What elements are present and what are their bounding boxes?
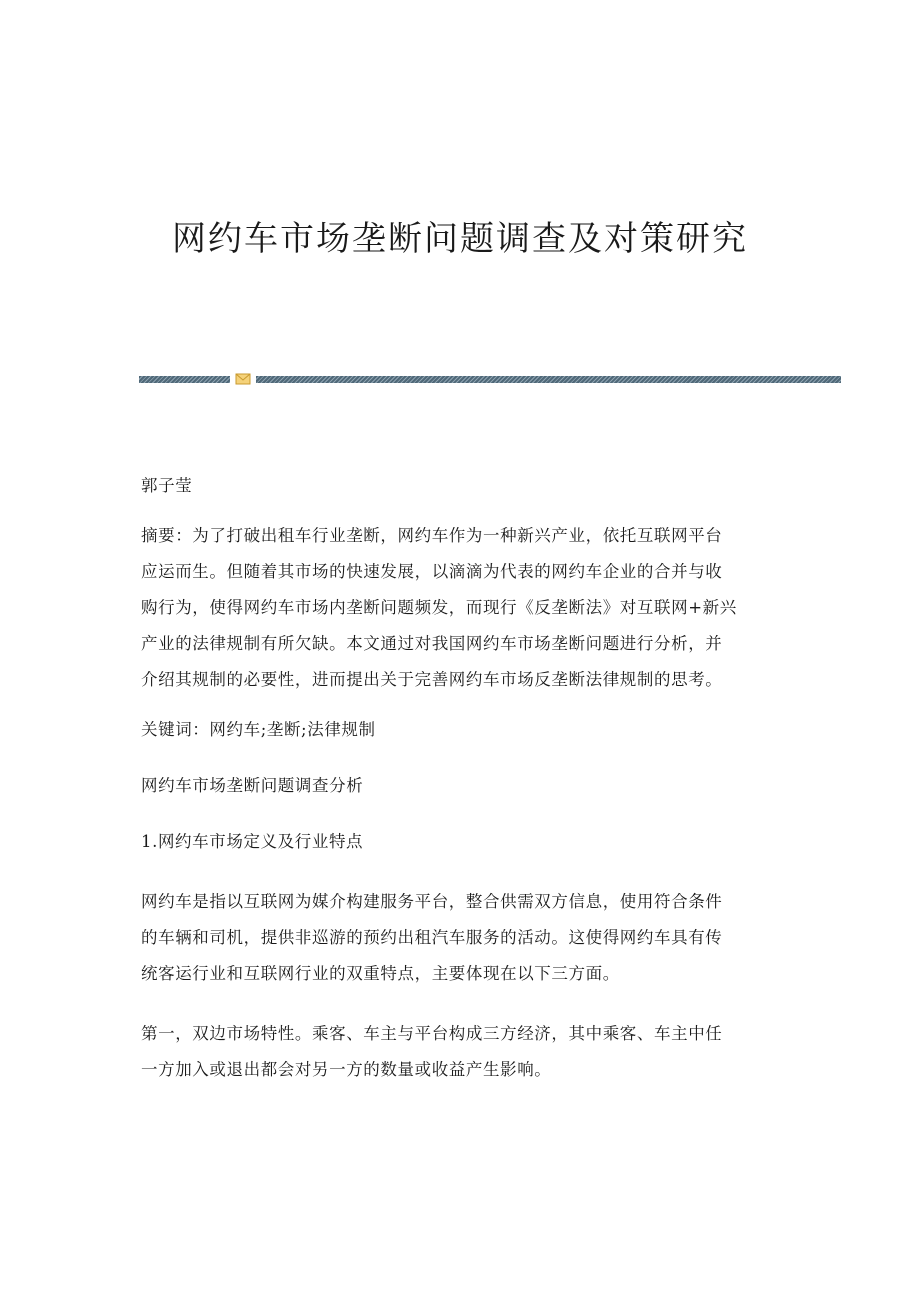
author-name: 郭子莹: [141, 476, 193, 495]
abstract-paragraph: [141, 518, 791, 698]
abstract-line: 购行为，使得网约车市场内垄断问题频发，而现行《反垄断法》对互联网+新兴: [141, 598, 737, 617]
abstract-line: 应运而生。但随着其市场的快速发展，以滴滴为代表的网约车企业的合并与收: [141, 562, 723, 581]
divider-bar-right: [256, 376, 841, 383]
document-title: 网约车市场垄断问题调查及对策研究: [172, 219, 748, 259]
paragraph-line: 统客运行业和互联网行业的双重特点，主要体现在以下三方面。: [141, 964, 620, 983]
section-heading: 网约车市场垄断问题调查分析: [141, 776, 364, 795]
divider-bar-left: [139, 376, 230, 383]
abstract-line: 介绍其规制的必要性，进而提出关于完善网约车市场反垄断法律规制的思考。: [141, 670, 723, 689]
body-paragraph-definition: [141, 884, 791, 992]
abstract-line: 产业的法律规制有所欠缺。本文通过对我国网约车市场垄断问题进行分析，并: [141, 634, 723, 653]
paragraph-line: 第一，双边市场特性。乘客、车主与平台构成三方经济，其中乘客、车主中任: [141, 1024, 723, 1043]
abstract-line: 摘要：为了打破出租车行业垄断，网约车作为一种新兴产业，依托互联网平台: [141, 526, 723, 545]
paragraph-line: 的车辆和司机，提供非巡游的预约出租汽车服务的活动。这使得网约车具有传: [141, 928, 723, 947]
keywords-line: 关键词：网约车;垄断;法律规制: [141, 720, 376, 739]
envelope-icon: [235, 373, 251, 385]
title-divider: [139, 373, 841, 385]
subsection-heading: 1.网约车市场定义及行业特点: [141, 832, 364, 851]
document-body: [141, 468, 791, 1112]
body-paragraph-bilateral-market: [141, 1016, 791, 1088]
paragraph-line: 网约车是指以互联网为媒介构建服务平台，整合供需双方信息，使用符合条件: [141, 892, 723, 911]
paragraph-line: 一方加入或退出都会对另一方的数量或收益产生影响。: [141, 1060, 552, 1079]
